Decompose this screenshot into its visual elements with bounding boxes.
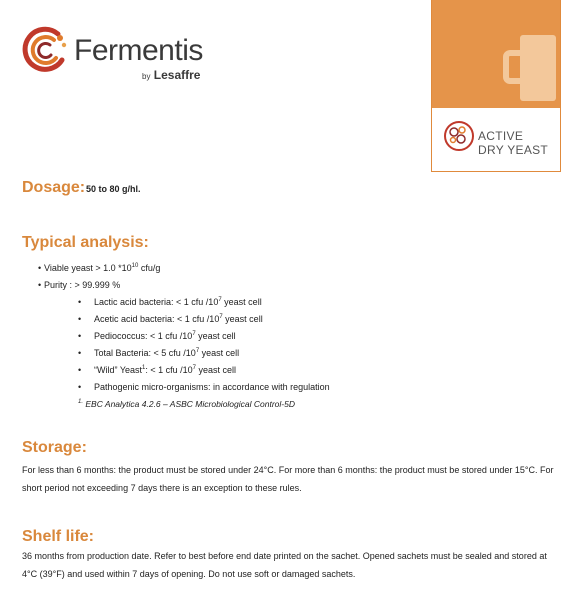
- fermentis-logo: [22, 24, 212, 84]
- list-item: • Purity : > 99.999 %: [38, 280, 121, 290]
- panel-header: [432, 0, 560, 108]
- product-panel: [431, 0, 561, 172]
- fermentis-swirl-icon: [22, 26, 70, 74]
- typical-analysis-heading: Typical analysis:: [22, 234, 149, 251]
- list-item: • Total Bacteria: < 5 cfu $/10^7$ yeast cell: [78, 348, 240, 358]
- list-item: • Viable yeast > 1.0 $*10^{10}$ cfu/g: [38, 263, 161, 273]
- badge-label: ACTIVE DRY YEAST: [478, 129, 549, 157]
- dosage-heading: Dosage:: [22, 179, 86, 196]
- list-item: • Acetic acid bacteria: < 1 cfu $/10^7$ yeast cell: [78, 314, 263, 324]
- active-dry-yeast-badge: [442, 117, 552, 165]
- logo-subtitle: by Lesaffre: [142, 68, 201, 82]
- beer-mug-icon: [502, 33, 562, 103]
- storage-heading: Storage:: [22, 439, 87, 456]
- dosage-value: 50 to 80 g/hl.: [86, 184, 141, 194]
- reference-footnote: $^{1.}$ EBC Analytica 4.2.6 – ASBC Microbiological Control-5D: [78, 399, 295, 409]
- shelf-life-text: 36 months from production date. Refer to best before end date printed on the sachet. Opened sachets must be sealed and stored at 4°C (39°F) and used within 7 days of opening. Do not use soft or damaged sachets.: [22, 551, 547, 579]
- list-item: • Pathogenic micro-organisms: in accordance with regulation: [78, 382, 330, 392]
- yeast-cells-icon: [442, 119, 476, 153]
- analysis-list: [22, 260, 542, 413]
- list-item: • Pediococcus: < 1 cfu $/10^7$ yeast cell: [78, 331, 236, 341]
- storage-text: For less than 6 months: the product must be stored under 24°C. For more than 6 months: the product must be stored under 15°C. For short period not exceeding 7 days there is an exception to these rules.: [22, 465, 554, 493]
- list-item: • Lactic acid bacteria: < 1 cfu $/10^7$ yeast cell: [78, 297, 262, 307]
- list-item: • “Wild” Yeast$^1$: < 1 cfu $/10^7$ yeast cell: [78, 365, 237, 375]
- shelf-life-heading: Shelf life:: [22, 528, 95, 545]
- logo-wordmark: Fermentis: [74, 34, 203, 67]
